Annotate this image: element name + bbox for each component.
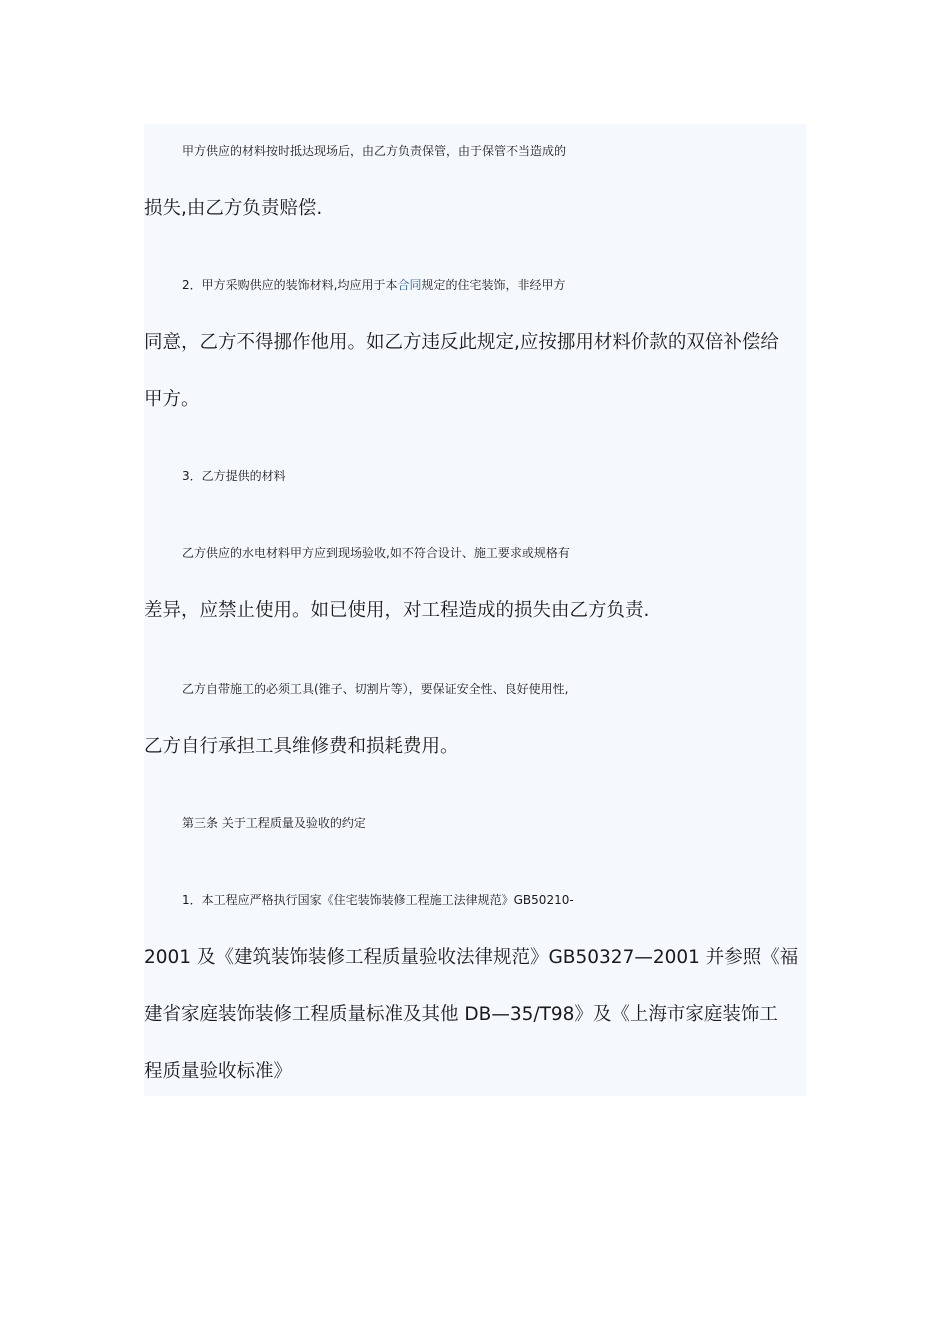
paragraph-line: 建省家庭装饰装修工程质量标准及其他 DB—35/T98》及《上海市家庭装饰工	[144, 1004, 778, 1025]
paragraph-line: 差异，应禁止使用。如已使用，对工程造成的损失由乙方负责.	[144, 600, 650, 621]
paragraph-line: 损失,由乙方负责赔偿.	[144, 198, 323, 219]
paragraph-line: 程质量验收标准》	[144, 1061, 293, 1082]
paragraph-line: 乙方自行承担工具维修费和损耗费用。	[144, 736, 459, 757]
document-content-block	[144, 124, 806, 1096]
paragraph-line	[144, 257, 844, 314]
paragraph-line: 1．本工程应严格执行国家《住宅装饰装修工程施工法律规范》GB50210-	[182, 893, 574, 907]
section-heading: 3．乙方提供的材料	[182, 469, 286, 483]
paragraph-line: 2001 及《建筑装饰装修工程质量验收法律规范》GB50327—2001 并参照《福	[144, 947, 799, 968]
article-heading: 第三条 关于工程质量及验收的约定	[182, 816, 366, 830]
paragraph-line: 乙方自带施工的必须工具(锥子、切割片等），要保证安全性、良好使用性,	[182, 682, 569, 696]
paragraph-line: 乙方供应的水电材料甲方应到现场验收,如不符合设计、施工要求或规格有	[182, 546, 570, 560]
paragraph-line: 甲方供应的材料按时抵达现场后，由乙方负责保管，由于保管不当造成的	[182, 144, 567, 158]
paragraph-text: 规定的住宅装饰，非经甲方	[421, 278, 566, 292]
paragraph-line: 甲方。	[144, 389, 200, 410]
paragraph-line: 同意，乙方不得挪作他用。如乙方违反此规定,应按挪用材料价款的双倍补偿给	[144, 332, 779, 353]
paragraph-text: 2．甲方采购供应的装饰材料,均应用于本	[182, 278, 398, 292]
contract-link[interactable]: 合同	[397, 278, 422, 292]
